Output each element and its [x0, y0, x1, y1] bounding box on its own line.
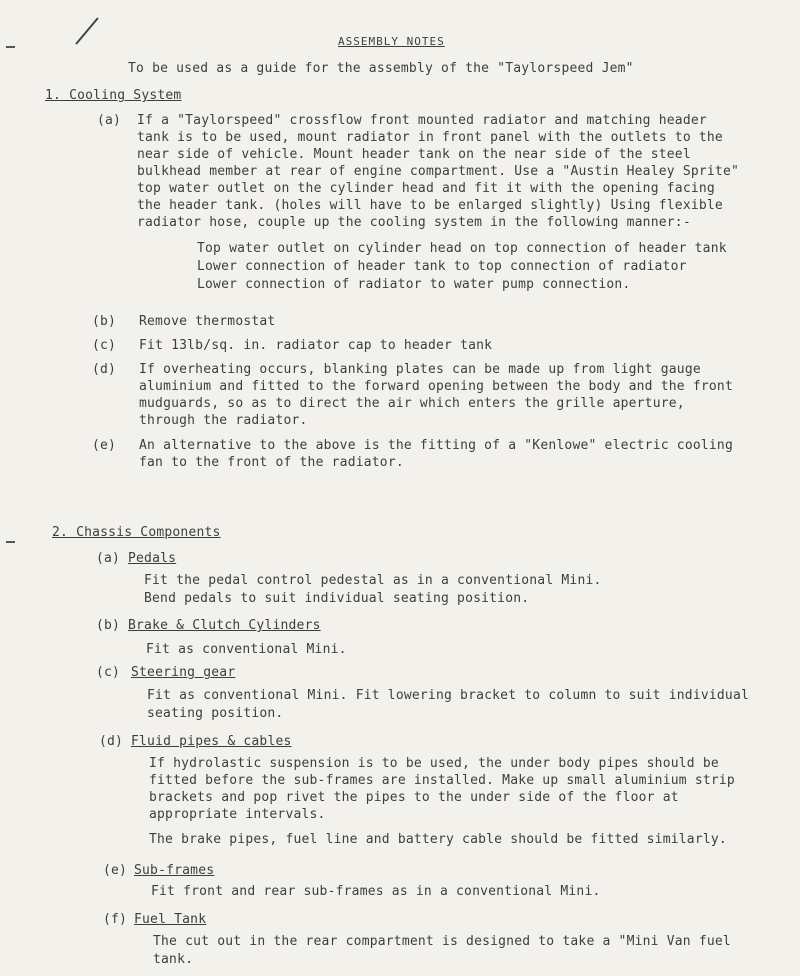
item-line: If hydrolastic suspension is to be used, the under body pipes should be — [149, 756, 719, 771]
connection-line: Lower connection of radiator to water pump connection. — [197, 277, 631, 292]
item-line: the header tank. (holes will have to be enlarged slightly) Using flexible — [137, 198, 723, 213]
margin-mark — [6, 541, 15, 543]
page-title: ASSEMBLY NOTES — [338, 35, 445, 48]
item-line: An alternative to the above is the fitting of a "Kenlowe" electric cooling — [139, 438, 733, 453]
item-line: radiator hose, couple up the cooling system in the following manner:- — [137, 215, 691, 230]
item-line: top water outlet on the cylinder head and fit it with the opening facing — [137, 181, 715, 196]
item-label: (b) — [92, 314, 117, 329]
item-line: fitted before the sub-frames are installed. Make up small aluminium strip — [149, 773, 735, 788]
subtitle: To be used as a guide for the assembly of the "Taylorspeed Jem" — [128, 61, 634, 76]
item-line: If overheating occurs, blanking plates can be made up from light gauge — [139, 362, 701, 377]
item-line: The brake pipes, fuel line and battery cable should be fitted similarly. — [149, 832, 727, 847]
item-label: (c) — [96, 665, 121, 680]
item-line: Fit front and rear sub-frames as in a conventional Mini. — [151, 884, 601, 899]
item-line: fan to the front of the radiator. — [139, 455, 404, 470]
item-title-steering: Steering gear — [131, 665, 236, 680]
connection-line: Top water outlet on cylinder head on top connection of header tank — [197, 241, 727, 256]
item-title-fuel-tank: Fuel Tank — [134, 912, 207, 927]
item-label: (d) — [99, 734, 124, 749]
section-heading-cooling: 1. Cooling System — [45, 88, 182, 103]
item-line: Fit the pedal control pedestal as in a conventional Mini. — [144, 573, 602, 588]
item-line: mudguards, so as to direct the air which enters the grille aperture, — [139, 396, 685, 411]
item-line: aluminium and fitted to the forward opening between the body and the front — [139, 379, 733, 394]
item-line: tank. — [153, 952, 194, 967]
item-line: Bend pedals to suit individual seating position. — [144, 591, 530, 606]
item-label: (d) — [92, 362, 117, 377]
item-label: (e) — [103, 863, 128, 878]
item-line: Remove thermostat — [139, 314, 276, 329]
item-line: Fit 13lb/sq. in. radiator cap to header tank — [139, 338, 493, 353]
item-line: seating position. — [147, 706, 284, 721]
item-line: The cut out in the rear compartment is designed to take a "Mini Van fuel — [153, 934, 731, 949]
item-label: (b) — [96, 618, 121, 633]
item-line: brackets and pop rivet the pipes to the under side of the floor at — [149, 790, 679, 805]
item-title-pedals: Pedals — [128, 551, 177, 566]
item-label: (a) — [96, 551, 121, 566]
pen-mark — [75, 17, 98, 44]
item-line: bulkhead member at rear of engine compartment. Use a "Austin Healey Sprite" — [137, 164, 739, 179]
item-line: If a "Taylorspeed" crossflow front mounted radiator and matching header — [137, 113, 707, 128]
item-label: (c) — [92, 338, 117, 353]
connection-line: Lower connection of header tank to top connection of radiator — [197, 259, 687, 274]
item-line: near side of vehicle. Mount header tank on the near side of the steel — [137, 147, 691, 162]
section-heading-chassis: 2. Chassis Components — [52, 525, 221, 540]
item-line: Fit as conventional Mini. — [146, 642, 347, 657]
item-title-pipes: Fluid pipes & cables — [131, 734, 292, 749]
item-line: tank is to be used, mount radiator in front panel with the outlets to the — [137, 130, 723, 145]
item-label: (f) — [103, 912, 128, 927]
item-title-subframes: Sub-frames — [134, 863, 215, 878]
item-line: through the radiator. — [139, 413, 308, 428]
item-line: Fit as conventional Mini. Fit lowering bracket to column to suit individual — [147, 688, 749, 703]
item-line: appropriate intervals. — [149, 807, 326, 822]
item-title-cylinders: Brake & Clutch Cylinders — [128, 618, 321, 633]
item-label: (e) — [92, 438, 117, 453]
margin-mark — [6, 46, 15, 48]
item-label: (a) — [97, 113, 122, 128]
